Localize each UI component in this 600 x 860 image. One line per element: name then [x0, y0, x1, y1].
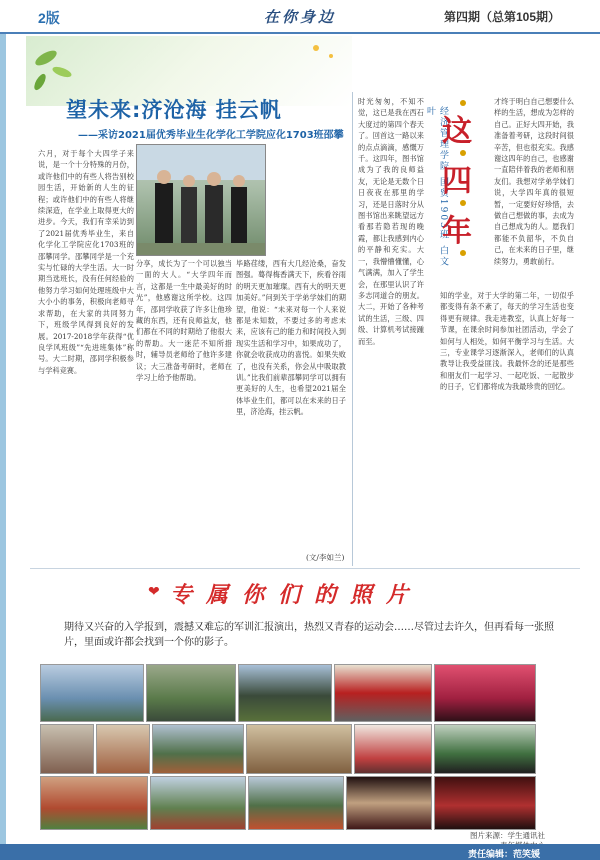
- issue-number: 第四期（总第105期）: [443, 10, 560, 24]
- essay-column-3: 知的学业，对于大学的第二年，一切似乎都变得有条不紊了，每天的学习生活也变得更有规律。我走进教室，认真上好每一节课，在课余时间参加社团活动，学会了如何与人相处，如何平衡学习与生活。大三，专业课学习逐渐深入，老师们的认真教导让我受益匪浅。我最怀念的还是那些和朋友们一起学习、一起吃饭、一起散步的日子，它们都将成为我最珍贵的回忆。: [440, 291, 574, 392]
- essay-column-1: 时光匆匆，不知不觉，这已是我在西石大度过的第四个春天了。回首这一路以来的点点滴滴，感慨万千。这四年，图书馆成为了我的良师益友，无论是无数个日日夜夜在那里的学习，还是日落时分从图书馆出来眺望远方看那若隐若现的晚霞，都让我感到内心的平静和充实。大一，我懵懵懂懂，心气满满，加入了学生会，在那里认识了许多志同道合的朋友。大二，开始了各种考试的生活，三级、四级、计算机考试接踵而至。: [358, 97, 424, 346]
- heart-decor-icon: ❤: [148, 584, 160, 600]
- photo-volunteers: [354, 724, 432, 774]
- photo-section-title: 专属你们的照片: [170, 582, 423, 608]
- photo-runners: [150, 776, 246, 830]
- photo-credit-line-1: 图片来源：学生通讯社: [470, 831, 545, 840]
- column-divider: [352, 92, 353, 566]
- photo-flags: [334, 664, 432, 722]
- essay-title-char-2: 四: [442, 164, 472, 199]
- photo-registration: [40, 664, 144, 722]
- dot-icon: [460, 250, 466, 256]
- essay-author-vertical: 经济管理学院 国贸1903班 白文叶: [425, 106, 448, 268]
- photo-section-intro: 期待又兴奋的入学报到，震撼又难忘的军训汇报演出，热烈又青春的运动会……尽管过去许久，但再看每一张照片，里面或许都会找到一个你的影子。: [64, 622, 554, 648]
- photo-sprint: [248, 776, 344, 830]
- left-decor-bar: [0, 34, 6, 860]
- essay-title-char-3: 年: [442, 214, 472, 249]
- section-masthead: 在你身边: [263, 8, 336, 26]
- photo-field: [152, 724, 244, 774]
- photo-tire-game: [434, 724, 536, 774]
- photo-stage: [434, 664, 536, 722]
- photo-group-2: [40, 724, 94, 774]
- graduates-image: [137, 145, 265, 255]
- photo-dance: [434, 776, 536, 830]
- essay-title: [442, 100, 486, 256]
- editor-credit: 责任编辑：范笑媛: [467, 849, 540, 859]
- article-subtitle: ——采访2021届优秀毕业生化学化工学院应化1703班邵攀: [78, 130, 344, 141]
- article-column-3: 毕路荏缕，西有大几经沧桑，奋发图强。蓦得梅香满天下，疾看谷雨的明天更加璀璨。西有大的明天更加美好。”问到关于学弟学妹们的期望，他说：“未来对每一个人来说都是未知数，不要过多的考虑未来，应该有己的能力和时间投入到现实生活和学习中，如果成功了，你就会收获成功的喜悦。如果失败了，也没有关系，你会从中吸取教训。”比我们前辈邵攀同学可以拥有更美好的人生，也希望2021届全体毕业生们，都可以在未来的日子里，济沧海，挂云帆。: [236, 259, 346, 417]
- article-author: (文/李如兰): [306, 553, 345, 562]
- photo-military-training: [238, 664, 332, 722]
- section-divider: [30, 568, 580, 569]
- photo-class: [96, 724, 150, 774]
- photo-lab: [246, 724, 352, 774]
- article-column-1: 六月，对于每个大四学子来说，是一个十分特殊的月份，或许他们中的有些人将告别校园生活，开始新的人生的征程；或许他们中的有些人将继续深造，在学业上取得更大的进步。今天，我们有幸采访到了2021届优秀毕业生，来自化学化工学院应化1703班的邵攀同学。邵攀同学是一个充实与忙碌的大学生活。大一时期当选班长，没有任何经验的他努力学习如何处理班级中大大小小的事务，积极向老师寻求帮助，在大家的共同努力下，班级学风得到良好的发展。2017-2018学年获得“优良学风班级”“先进班集体”称号。大二时期，邵同学积极参与学科竞赛。: [38, 149, 134, 375]
- photo-crowd-1: [146, 664, 236, 722]
- graduation-photo: [136, 144, 266, 256]
- article-column-2: 分享，成长为了一个可以独当一面的大人。“大学四年而言，这都是一生中最美好的时光”，他感谢这所学校。这四年，邵同学收获了许多让他珍藏的东西，还有良师益友，他们都在不同的时期给了他很大的帮助。大一迷茫不知所措时，辅导员老师给了他许多建议；大三准备考研时，老师在学习上给予他帮助。: [136, 259, 232, 383]
- photo-performer: [346, 776, 432, 830]
- page-number: 2版: [38, 10, 60, 26]
- article-title: 望未来:济沧海 挂云帆: [66, 98, 282, 122]
- essay-title-char-1: 这: [442, 114, 472, 149]
- photo-track: [40, 776, 148, 830]
- essay-column-2: 才终于明白自己想要什么样的生活，想成为怎样的自己。正好大四开始，我准备着考研，这段时间很辛苦，但也很充实。我感谢这四年的自己，也感谢一直陪伴着我的老师和朋友们。我想对学弟学妹们说，大学四年真的很短暂，一定要好好珍惜，去做自己想做的事，去成为自己想成为的人。愿我们都能不负韶华，不负自己，在未来的日子里，继续努力，勇敢前行。: [494, 97, 574, 266]
